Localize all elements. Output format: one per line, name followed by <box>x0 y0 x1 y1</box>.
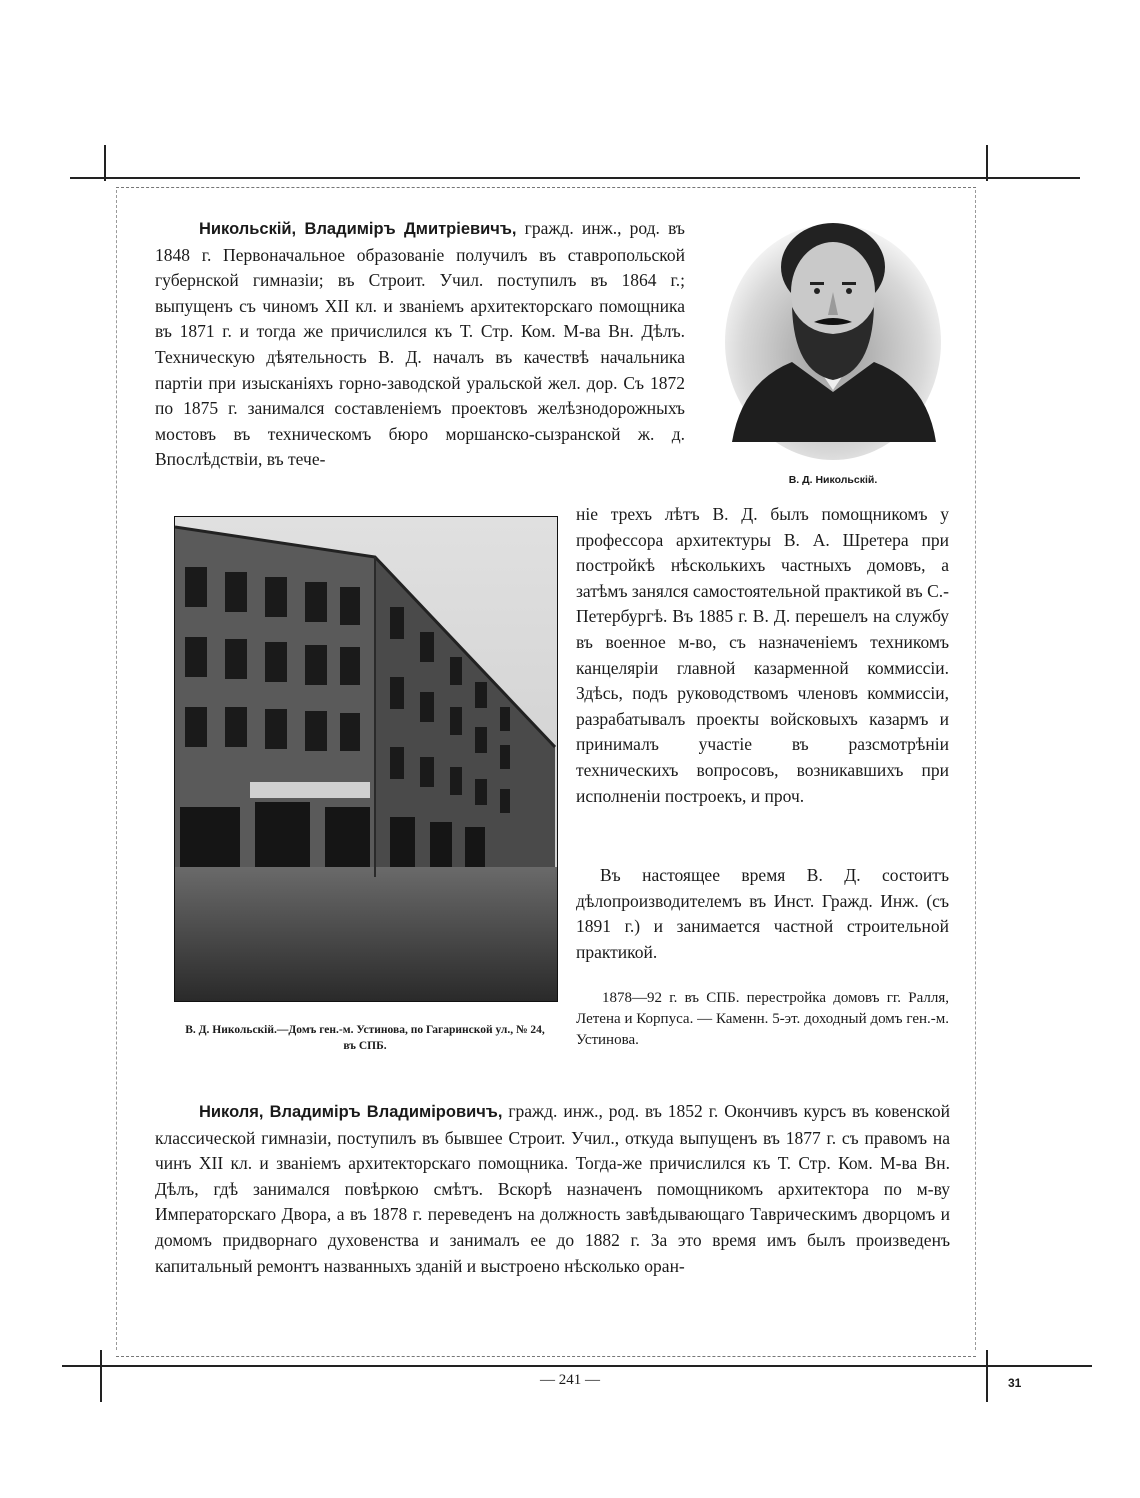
frame-bottom-right-tick <box>986 1350 988 1402</box>
frame-inner-left-dashed <box>116 190 117 1350</box>
photo-caption: В. Д. Никольскій.—Домъ ген.-м. Устинова, по Гагаринской ул., № 24, въ СПБ. <box>185 1024 545 1052</box>
entry1-continuation-paragraph: ніе трехъ лѣтъ В. Д. былъ помощникомъ у профессора архитектуры В. А. Шретера при постройкѣ нѣсколькихъ частныхъ домовъ, а затѣмъ занялся самостоятельной практикой въ С.-Петербургѣ. Въ 1885 г. В. Д. перешелъ на службу въ военное м-во, съ назначеніемъ техникомъ канцеляріи главной казарменной коммиссіи. Здѣсь, подъ руководствомъ членовъ коммиссіи, разрабатывалъ проекты войсковыхъ казармъ и принималъ участіе въ разсмотрѣніи техническихъ вопросовъ, возникавшихъ при исполненіи построекъ, и проч. <box>576 504 949 806</box>
frame-inner-top-dashed <box>116 187 976 188</box>
entry1-intro-paragraph <box>155 216 685 473</box>
sheet-number: 31 <box>1008 1376 1022 1390</box>
frame-bottom-left-tick <box>100 1350 102 1402</box>
frame-inner-bottom-dashed <box>116 1356 976 1357</box>
portrait-caption: В. Д. Никольскій. <box>788 474 878 486</box>
entry2-name: Николя, Владиміръ Владиміровичъ, <box>199 1103 503 1121</box>
portrait-drawing <box>722 212 944 460</box>
portrait-image <box>722 212 944 460</box>
building-photo-drawing <box>175 517 557 1001</box>
frame-inner-right-dashed <box>975 190 976 1350</box>
building-photo <box>174 516 558 1002</box>
entry1-intro-text: гражд. инж., род. въ 1848 г. Первоначальное образованіе получилъ въ ставропольской губернской гимназіи; въ Строит. Учил. поступилъ въ 1864 г.; выпущенъ съ чиномъ XII кл. и званіемъ архитекторскаго помощника въ 1871 г. и тогда же причислился къ Т. Стр. Ком. М-ва Вн. Дѣлъ. Техническую дѣятельность В. Д. началъ въ качествѣ начальника партіи при изысканіяхъ горно-заводской уральской жел. дор. Съ 1872 по 1875 г. занимался составленіемъ проектовъ желѣзнодорожныхъ мостовъ въ техническомъ бюро моршанско-сызранской ж. д. Впослѣдствіи, въ тече- <box>155 218 685 470</box>
frame-top-rule <box>70 177 1080 179</box>
frame-left-tick <box>104 145 106 181</box>
frame-bottom-rule <box>62 1365 1092 1367</box>
entry2-text: гражд. инж., род. въ 1852 г. Окончивъ курсъ въ ковенской классической гимназіи, поступилъ въ бывшее Строит. Учил., откуда выпущенъ въ 1877 г. съ правомъ на чинъ XII кл. и званіемъ архитекторскаго помощника. Тогда-же причислился къ Т. Стр. Ком. М-ва Вн. Дѣлъ, гдѣ занимался повѣркою смѣтъ. Вскорѣ назначенъ помощникомъ архитектора по м-ву Императорскаго Двора, а въ 1878 г. переведенъ на должность завѣдывающаго Таврическимъ дворцомъ и домомъ придворнаго духовенства и занималъ ее до 1882 г. За это время имъ былъ произведенъ капитальный ремонтъ названныхъ зданій и выстроено нѣсколько оран- <box>155 1101 950 1276</box>
entry1-name: Никольскій, Владиміръ Дмитріевичъ, <box>199 220 517 238</box>
frame-right-tick <box>986 145 988 181</box>
entry1-present-paragraph: Въ настоящее время В. Д. состоитъ дѣлопроизводителемъ въ Инст. Гражд. Инж. (съ 1891 г.) и занимается частной строительной практикой. <box>576 865 949 962</box>
entry1-works-paragraph: 1878—92 г. въ СПБ. перестройка домовъ гг. Ралля, Летена и Корпуса. — Каменн. 5-эт. доходный домъ ген.-м. Устинова. <box>576 990 949 1048</box>
entry2-paragraph <box>155 1099 950 1279</box>
page-number: — 241 — <box>540 1372 600 1388</box>
